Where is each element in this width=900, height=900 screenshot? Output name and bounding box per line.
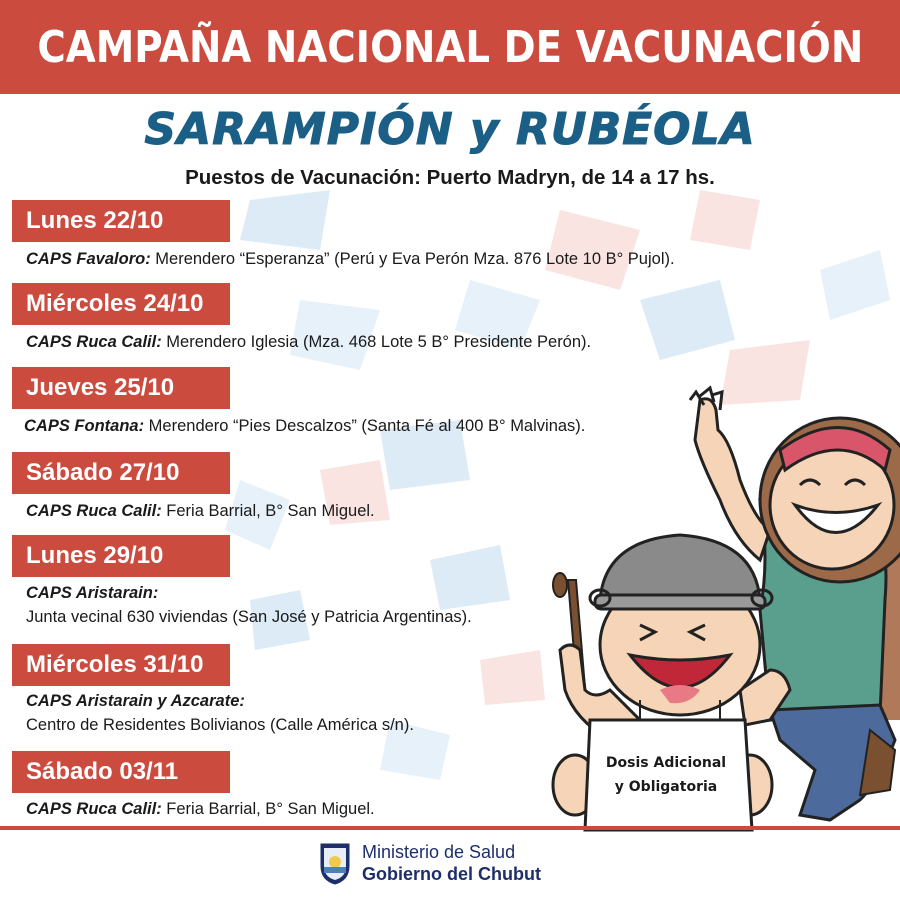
day-label: Lunes 22/10 <box>12 200 230 242</box>
day-label: Miércoles 31/10 <box>12 644 230 686</box>
location-detail: Feria Barrial, B° San Miguel. <box>161 502 375 520</box>
campaign-subtitle: SARAMPIÓN y RUBÉOLA <box>144 104 756 155</box>
caps-name: CAPS Aristarain y Azcarate: <box>26 692 245 710</box>
day-label: Miércoles 24/10 <box>12 283 230 325</box>
location-detail: Merendero “Esperanza” (Perú y Eva Perón Mza. 876 Lote 10 B° Pujol). <box>150 250 675 268</box>
location-line <box>26 500 375 522</box>
header-banner <box>0 0 900 94</box>
day-label: Sábado 27/10 <box>12 452 230 494</box>
day-label: Sábado 03/11 <box>12 751 230 793</box>
location-detail: Merendero Iglesia (Mza. 468 Lote 5 B° Presidente Perón). <box>161 333 592 351</box>
caps-name: CAPS Ruca Calil: <box>26 800 162 818</box>
sign-line-2: y Obligatoria <box>614 779 718 795</box>
location-line <box>26 248 675 270</box>
location-line <box>26 331 591 353</box>
location-detail: Centro de Residentes Bolivianos (Calle América s/n). <box>26 716 414 734</box>
schedule-info: Puestos de Vacunación: Puerto Madryn, de 14 a 17 hs. <box>185 166 715 189</box>
footer-divider <box>0 826 900 830</box>
caps-name: CAPS Ruca Calil: <box>26 502 162 520</box>
caps-name: CAPS Favaloro: <box>26 250 151 268</box>
location-line <box>26 798 375 820</box>
location-detail: Junta vecinal 630 viviendas (San José y Patricia Argentinas). <box>26 608 472 626</box>
caps-name: CAPS Aristarain: <box>26 584 159 602</box>
shield-icon <box>318 840 352 886</box>
location-line <box>26 690 245 712</box>
location-detail: Feria Barrial, B° San Miguel. <box>161 800 375 818</box>
government-name: Gobierno del Chubut <box>362 864 541 884</box>
sign-line-1: Dosis Adicional <box>605 755 727 771</box>
caps-name: CAPS Ruca Calil: <box>26 333 162 351</box>
location-detail: Merendero “Pies Descalzos” (Santa Fé al 400 B° Malvinas). <box>144 417 586 435</box>
footer-logo <box>318 840 541 886</box>
ministry-name: Ministerio de Salud <box>362 842 516 862</box>
caps-name: CAPS Fontana: <box>24 417 145 435</box>
location-line <box>26 582 158 604</box>
day-label: Lunes 29/10 <box>12 535 230 577</box>
day-label: Jueves 25/10 <box>12 367 230 409</box>
page-title: CAMPAÑA NACIONAL DE VACUNACIÓN <box>37 21 863 73</box>
location-line <box>24 415 585 437</box>
sign-text <box>596 751 736 799</box>
